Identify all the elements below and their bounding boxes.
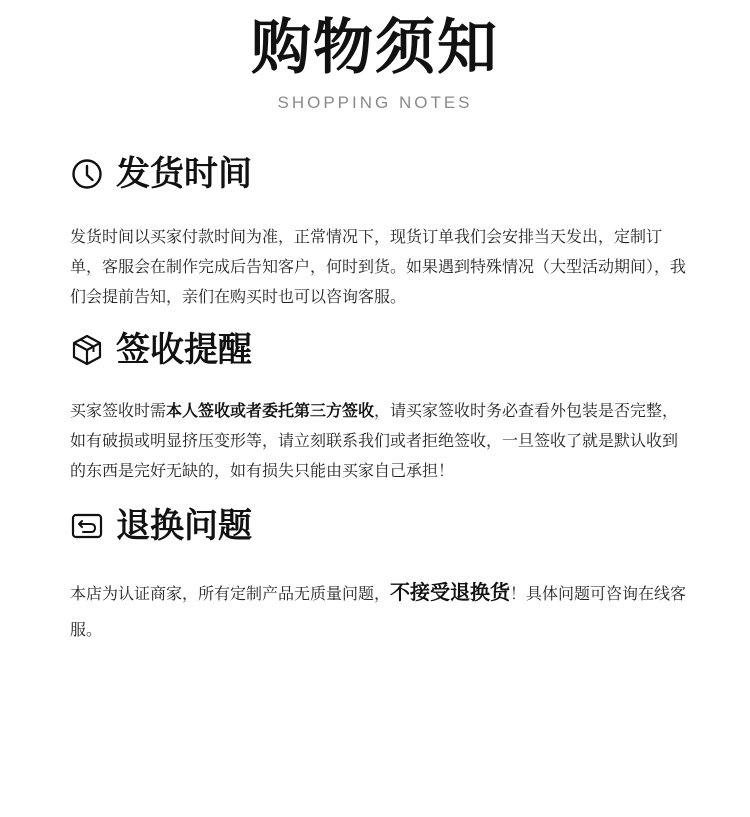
return-exchange-icon	[70, 509, 104, 543]
section-delivery-header	[70, 330, 252, 370]
returns-text-start: 本店为认证商家，所有定制产品无质量问题，	[70, 584, 391, 603]
package-box-icon	[70, 333, 104, 367]
section-returns-text	[70, 574, 692, 648]
page-subtitle: SHOPPING NOTES	[277, 93, 473, 112]
delivery-text-end: ，请买家签收时务必查看外包装是否完整，如有破损或明显挤压变形等，请立刻联系我们或者拒绝签收，一旦签收了就是默认收到的东西是完好无缺的，如有损失只能由买家自己承担！	[70, 401, 679, 480]
returns-text-emphasis: 不接受退换货	[390, 580, 511, 604]
section-delivery-text	[70, 396, 692, 486]
section-shipping-heading: 发货时间	[116, 154, 252, 194]
section-returns-heading: 退换问题	[116, 506, 252, 546]
section-shipping-header	[70, 154, 252, 194]
section-returns-header	[70, 506, 252, 546]
page-title: 购物须知	[251, 13, 499, 83]
section-delivery-heading: 签收提醒	[116, 330, 252, 370]
delivery-text-emphasis: 本人签收或者委托第三方签收	[166, 401, 375, 420]
returns-text-end: ！具体问题可咨询在线客服。	[70, 584, 687, 639]
section-shipping-text: 发货时间以买家付款时间为准，正常情况下，现货订单我们会安排当天发出，定制订单，客服会在制作完成后告知客户，何时到货。如果遇到特殊情况（大型活动期间），我们会提前告知，亲们在购买时也可以咨询客服。	[70, 227, 687, 306]
clock-icon	[70, 157, 104, 191]
delivery-text-start: 买家签收时需	[70, 401, 167, 420]
